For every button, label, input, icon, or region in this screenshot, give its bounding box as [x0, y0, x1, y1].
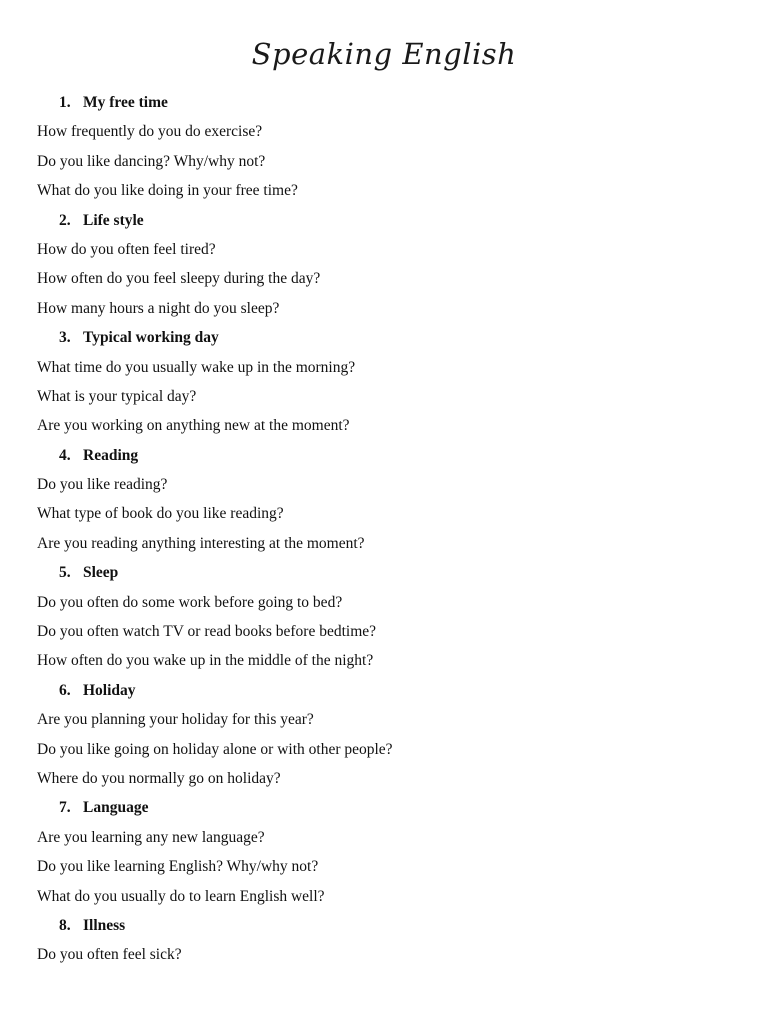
question-item: Do you often do some work before going to bed? [37, 593, 343, 611]
section-heading [37, 676, 737, 705]
section-number: 6. [59, 681, 71, 699]
section-heading [37, 441, 737, 470]
question-item: How frequently do you do exercise? [37, 123, 263, 141]
section-number: 7. [59, 799, 71, 817]
question-item: Are you learning any new language? [37, 828, 265, 846]
question-item: What do you like doing in your free time? [37, 182, 298, 200]
question-item: What type of book do you like reading? [37, 505, 284, 523]
question-item: Do you often feel sick? [37, 946, 182, 964]
section-title: Holiday [83, 681, 136, 699]
section-number: 1. [59, 94, 71, 111]
question-item: How often do you feel sleepy during the day? [37, 270, 321, 288]
question-item: How do you often feel tired? [37, 240, 216, 258]
section-heading [37, 911, 737, 940]
question-item: Do you like dancing? Why/why not? [37, 152, 266, 170]
section-heading [37, 793, 737, 822]
question-list [37, 88, 737, 970]
section-title: Reading [83, 446, 139, 464]
question-item: How many hours a night do you sleep? [37, 299, 280, 317]
section-number: 3. [59, 329, 71, 347]
question-item: Are you working on anything new at the moment? [37, 417, 350, 435]
question-item: Do you like learning English? Why/why not? [37, 858, 319, 876]
question-item: Do you often watch TV or read books before bedtime? [37, 623, 377, 641]
section-heading [37, 558, 737, 587]
question-item: Are you reading anything interesting at the moment? [37, 534, 365, 552]
question-item: Where do you normally go on holiday? [37, 769, 281, 787]
section-title: Illness [83, 916, 126, 934]
section-heading [37, 323, 737, 352]
question-item: What is your typical day? [37, 387, 197, 405]
question-item: What time do you usually wake up in the morning? [37, 358, 356, 376]
question-item: Do you like going on holiday alone or with other people? [37, 740, 393, 758]
section-number: 5. [59, 564, 71, 582]
section-title: Sleep [83, 564, 119, 582]
question-item: Do you like reading? [37, 476, 168, 494]
question-item: What do you usually do to learn English well? [37, 887, 325, 905]
section-number: 2. [59, 211, 71, 229]
section-heading [37, 206, 737, 235]
section-title: Language [83, 799, 149, 817]
section-title: My free time [83, 94, 168, 111]
question-item: How often do you wake up in the middle of the night? [37, 652, 374, 670]
question-item: Are you planning your holiday for this year? [37, 711, 314, 729]
section-number: 4. [59, 446, 71, 464]
section-number: 8. [59, 916, 71, 934]
section-heading [37, 88, 737, 117]
section-title: Life style [83, 211, 144, 229]
section-title: Typical working day [83, 329, 219, 347]
page-title: Speaking English [251, 37, 517, 71]
